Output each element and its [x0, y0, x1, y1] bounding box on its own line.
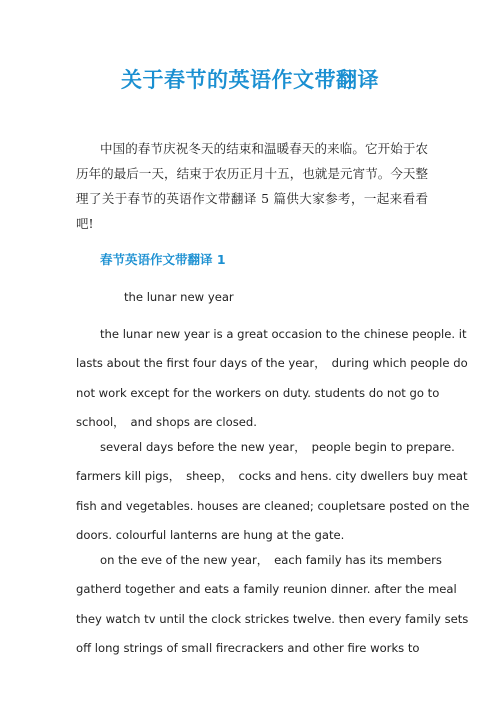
essay-subtitle [76, 283, 426, 312]
paragraph-line: gatherd together and eats a family reunion dinner. after the meal [76, 582, 457, 597]
paragraph-line: doors. colourful lanterns are hung at the gate. [76, 527, 345, 542]
paragraph-line: the lunar new year is a great occasion to the chinese people. it [100, 327, 467, 341]
paragraph-line: farmers kill pigs， sheep， cocks and hens. city dwellers buy meat [76, 469, 468, 484]
paragraph-line: several days before the new year， people begin to prepare. [100, 440, 455, 454]
essay-paragraph-3 [76, 546, 469, 663]
intro-paragraph: 中国的春节庆祝冬天的结束和温暖春天的来临。它开始于农历年的最后一天，结束于农历正月十五，也就是元宵节。今天整理了关于春节的英语作文带翻译 5 篇供大家参考，一起来看看吧! [76, 141, 428, 231]
section-heading: 春节英语作文带翻译 1 [100, 252, 226, 267]
paragraph-line: not work except for the workers on duty. students do not go to [76, 385, 440, 400]
paragraph-line: they watch tv until the clock strickes twelve. then every family sets [76, 611, 469, 626]
paragraph-line: lasts about the first four days of the year， during which people do [76, 356, 468, 371]
essay-paragraph-1 [76, 320, 468, 437]
document-title: 关于春节的英语作文带翻译 [121, 68, 379, 92]
paragraph-line: off long strings of small firecrackers and other fire works to [76, 640, 420, 655]
paragraph-line: fish and vegetables. houses are cleaned; coupletsare posted on the [76, 498, 470, 513]
essay-paragraph-2 [76, 433, 470, 550]
paragraph-line: school， and shops are closed. [76, 414, 257, 429]
subtitle-text: the lunar new year [124, 290, 234, 304]
paragraph-line: on the eve of the new year， each family has its members [100, 553, 442, 567]
